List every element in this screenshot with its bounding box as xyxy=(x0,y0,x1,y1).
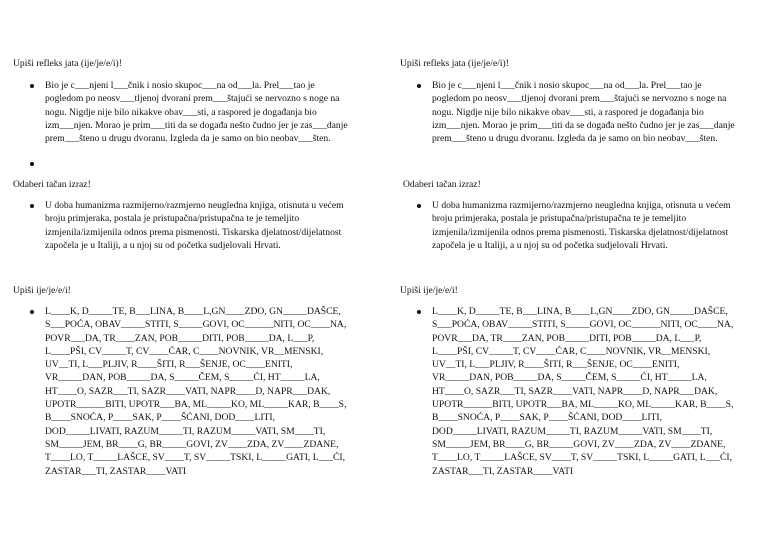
word-line: HT____O, SAZR___TI, SAZR____VATI, NAPR____D, NAPR___DAK, xyxy=(45,385,331,397)
heading-refleks-jata: Upiši refleks jata (ije/je/e/i)! xyxy=(13,58,122,69)
text-line: prem___šteno u drugu dvoranu. Izgleda da je samo on bio neobav___šten. xyxy=(45,133,331,145)
word-line: T____LO, T_____LAŠCE, SV____T, SV_____TSKI, L_____GATI, L___ĆI, xyxy=(45,452,345,464)
word-line: POVR___DA, TR____ZAN, POB_____DITI, POB_____DA, L___P, xyxy=(45,332,315,344)
heading-refleks-jata: Upiši refleks jata (ije/je/e/i)! xyxy=(400,58,509,69)
word-line: ZASTAR___TI, ZASTAR____VATI xyxy=(45,465,187,477)
bulleted-list-2 xyxy=(13,199,363,252)
word-line: B____SNOĆA, P____SAK, P____ŠĆANI, DOD____LITI, xyxy=(45,412,276,424)
list-item xyxy=(400,199,750,252)
word-line: HT____O, SAZR___TI, SAZR____VATI, NAPR____D, NAPR___DAK, xyxy=(432,385,718,397)
bulleted-list-1 xyxy=(13,79,363,170)
text-line: broju primjeraka, postala je pristupačna/pristupačna te je temeljito xyxy=(432,213,687,225)
paragraph-fill-in xyxy=(45,79,363,145)
word-line: SM_____JEM, BR____G, BR_____GOVI, ZV____ZDA, ZV____ZDANE, xyxy=(45,438,339,450)
word-list xyxy=(432,305,750,478)
text-line: broju primjeraka, postala je pristupačna/pristupačna te je temeljito xyxy=(45,213,300,225)
empty-list-item xyxy=(13,157,363,170)
word-line: UV__TI, L___PLJIV, R____ŠITI, R___ŠENJE, OC____ENITI, xyxy=(45,359,293,371)
word-list xyxy=(45,305,363,478)
list-item xyxy=(400,79,750,145)
word-line: ZASTAR___TI, ZASTAR____VATI xyxy=(432,465,574,477)
text-line: Bio je c___njeni l___čnik i nosio skupoc___na od___la. Prel___tao je xyxy=(432,80,702,91)
bulleted-list-2 xyxy=(400,199,750,252)
bulleted-list-3 xyxy=(13,305,363,478)
heading-odaberi-izraz: Odaberi tačan izraz! xyxy=(13,179,91,190)
text-line: izmjenila/izmijenila odnos prema pismenosti. Tiskarska djelatnost/dijelatnost xyxy=(432,226,729,238)
bulleted-list-3 xyxy=(400,305,750,478)
paragraph-fill-in xyxy=(432,79,750,145)
heading-upisi-ije: Upiši ije/je/e/i! xyxy=(400,285,458,296)
text-line: U doba humanizma razmijerno/razmjerno neugledna knjiga, otisnuta u većem xyxy=(432,200,731,211)
text-line: nogu. Nigdje nije bilo nikakve obav___sti, a raspored je događanja bio xyxy=(432,106,704,118)
list-item xyxy=(13,79,363,145)
text-line: započela je u Italiji, a u njoj su od početka sudjelovali Hrvati. xyxy=(432,239,668,251)
word-line: POVR___DA, TR____ZAN, POB_____DITI, POB_____DA, L___P, xyxy=(432,332,702,344)
word-line: L____K, D_____TE, B___LINA, B____L,GN____ZDO, GN_____DAŠCE, xyxy=(432,306,728,317)
word-line: VR_____DAN, POB_____DA, S_____ČEM, S_____ĆI, HT_____LA, xyxy=(432,372,707,384)
word-line: L____K, D_____TE, B___LINA, B____L,GN____ZDO, GN_____DAŠCE, xyxy=(45,306,341,317)
text-line: pogledom po neosv___tljenoj dvorani prem___štajući se nervozno s noge na xyxy=(45,93,340,105)
word-line: B____SNOĆA, P____SAK, P____ŠĆANI, DOD____LITI, xyxy=(432,412,663,424)
paragraph-choice xyxy=(45,199,363,252)
bulleted-list-1 xyxy=(400,79,750,145)
word-line: L____PŠI, CV_____T, CV____ĆAR, C____NOVNIK, VR__MENSKI, xyxy=(45,345,324,357)
word-line: UPOTR______BITI, UPOTR___BA, ML_____KO, ML_____KAR, B____S, xyxy=(45,399,347,411)
text-line: Bio je c___njeni l___čnik i nosio skupoc___na od___la. Prel___tao je xyxy=(45,80,315,91)
text-line: nogu. Nigdje nije bilo nikakve obav___sti, a raspored je događanja bio xyxy=(45,106,317,118)
heading-upisi-ije: Upiši ije/je/e/i! xyxy=(13,285,71,296)
word-line: DOD_____LIVATI, RAZUM_____TI, RAZUM_____VATI, SM____TI, xyxy=(432,425,713,437)
text-line: pogledom po neosv___tljenoj dvorani prem___štajući se nervozno s noge na xyxy=(432,93,727,105)
word-line: DOD_____LIVATI, RAZUM_____TI, RAZUM_____VATI, SM____TI, xyxy=(45,425,326,437)
text-line: U doba humanizma razmijerno/razmjerno neugledna knjiga, otisnuta u većem xyxy=(45,200,344,211)
word-line: VR_____DAN, POB_____DA, S_____ČEM, S_____ĆI, HT_____LA, xyxy=(45,372,320,384)
text-line: izm___njen. Morao je prim___titi da se događa nešto čudno jer je zas___danje xyxy=(432,119,735,131)
text-line: započela je u Italiji, a u njoj su od početka sudjelovali Hrvati. xyxy=(45,239,281,251)
word-line: T____LO, T_____LAŠCE, SV____T, SV_____TSKI, L_____GATI, L___ĆI, xyxy=(432,452,732,464)
word-line: UPOTR______BITI, UPOTR___BA, ML_____KO, ML_____KAR, B____S, xyxy=(432,399,734,411)
text-line: izm___njen. Morao je prim___titi da se događa nešto čudno jer je zas___danje xyxy=(45,119,348,131)
text-line: izmjenila/izmijenila odnos prema pismenosti. Tiskarska djelatnost/dijelatnost xyxy=(45,226,342,238)
list-item xyxy=(13,305,363,478)
heading-odaberi-izraz: Odaberi tačan izraz! xyxy=(403,179,481,190)
word-line: UV__TI, L___PLJIV, R____ŠITI, R___ŠENJE, OC____ENITI, xyxy=(432,359,680,371)
word-line: SM_____JEM, BR____G, BR_____GOVI, ZV____ZDA, ZV____ZDANE, xyxy=(432,438,726,450)
list-item xyxy=(13,199,363,252)
list-item xyxy=(400,305,750,478)
word-line: S___POĆA, OBAV_____STITI, S_____GOVI, OC______NITI, OC____NA, xyxy=(432,319,734,331)
paragraph-choice xyxy=(432,199,750,252)
word-line: S___POĆA, OBAV_____STITI, S_____GOVI, OC______NITI, OC____NA, xyxy=(45,319,347,331)
text-line: prem___šteno u drugu dvoranu. Izgleda da je samo on bio neobav___šten. xyxy=(432,133,718,145)
word-line: L____PŠI, CV_____T, CV____ĆAR, C____NOVNIK, VR__MENSKI, xyxy=(432,345,711,357)
